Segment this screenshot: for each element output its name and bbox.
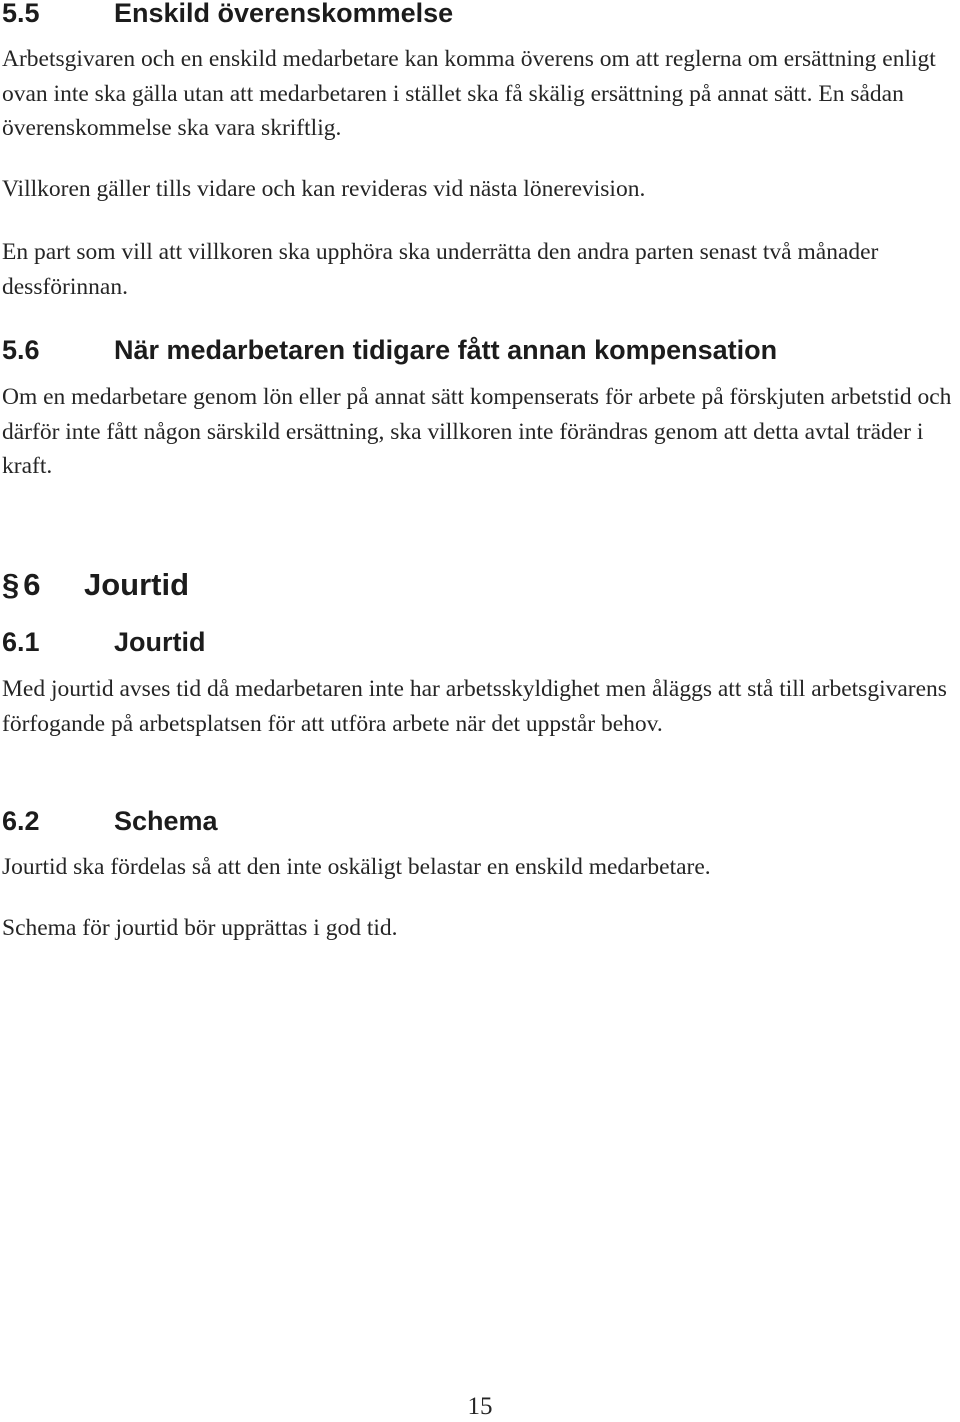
paragraph: Arbetsgivaren och en enskild medarbetare kan komma överens om att reglerna om ersättning enligt ovan inte ska gälla utan att medarbetaren i stället ska få skälig ersättning på annat sätt. En sådan överenskommelse ska vara skriftlig. — [2, 46, 936, 141]
section-title: När medarbetaren tidigare fått annan kompensation — [114, 335, 778, 365]
section-number: 5.5 — [2, 0, 40, 28]
paragraph: Om en medarbetare genom lön eller på annat sätt kompenserats för arbete på förskjuten arbetstid och därför inte fått någon särskild ersättning, ska villkoren inte förändras genom att detta avtal träder i kraft. — [2, 384, 952, 479]
section-5-6-heading — [2, 334, 777, 366]
paragraph: Med jourtid avses tid då medarbetaren inte har arbetsskyldighet men åläggs att stå till arbetsgivarens förfogande på arbetsplatsen för att utföra arbete när det uppstår behov. — [2, 676, 947, 737]
chapter-number: 6 — [23, 567, 41, 602]
section-6-2-heading — [2, 805, 218, 837]
section-number: 6.1 — [2, 627, 40, 657]
section-6-1-heading — [2, 626, 206, 658]
page-number: 15 — [467, 1393, 493, 1420]
paragraph-symbol: § — [2, 567, 20, 602]
chapter-6-heading — [2, 566, 189, 604]
section-5-5-heading — [2, 0, 453, 29]
paragraph: En part som vill att villkoren ska upphöra ska underrätta den andra parten senast två månader dessförinnan. — [2, 239, 879, 300]
section-number: 6.2 — [2, 806, 40, 836]
section-title: Enskild överenskommelse — [114, 0, 454, 28]
section-title: Jourtid — [114, 627, 206, 657]
section-number: 5.6 — [2, 335, 40, 365]
paragraph: Villkoren gäller tills vidare och kan revideras vid nästa lönerevision. — [2, 176, 646, 202]
section-title: Schema — [114, 806, 218, 836]
paragraph: Jourtid ska fördelas så att den inte oskäligt belastar en enskild medarbetare. — [2, 854, 711, 880]
chapter-title: Jourtid — [84, 567, 190, 602]
paragraph: Schema för jourtid bör upprättas i god tid. — [2, 915, 398, 941]
